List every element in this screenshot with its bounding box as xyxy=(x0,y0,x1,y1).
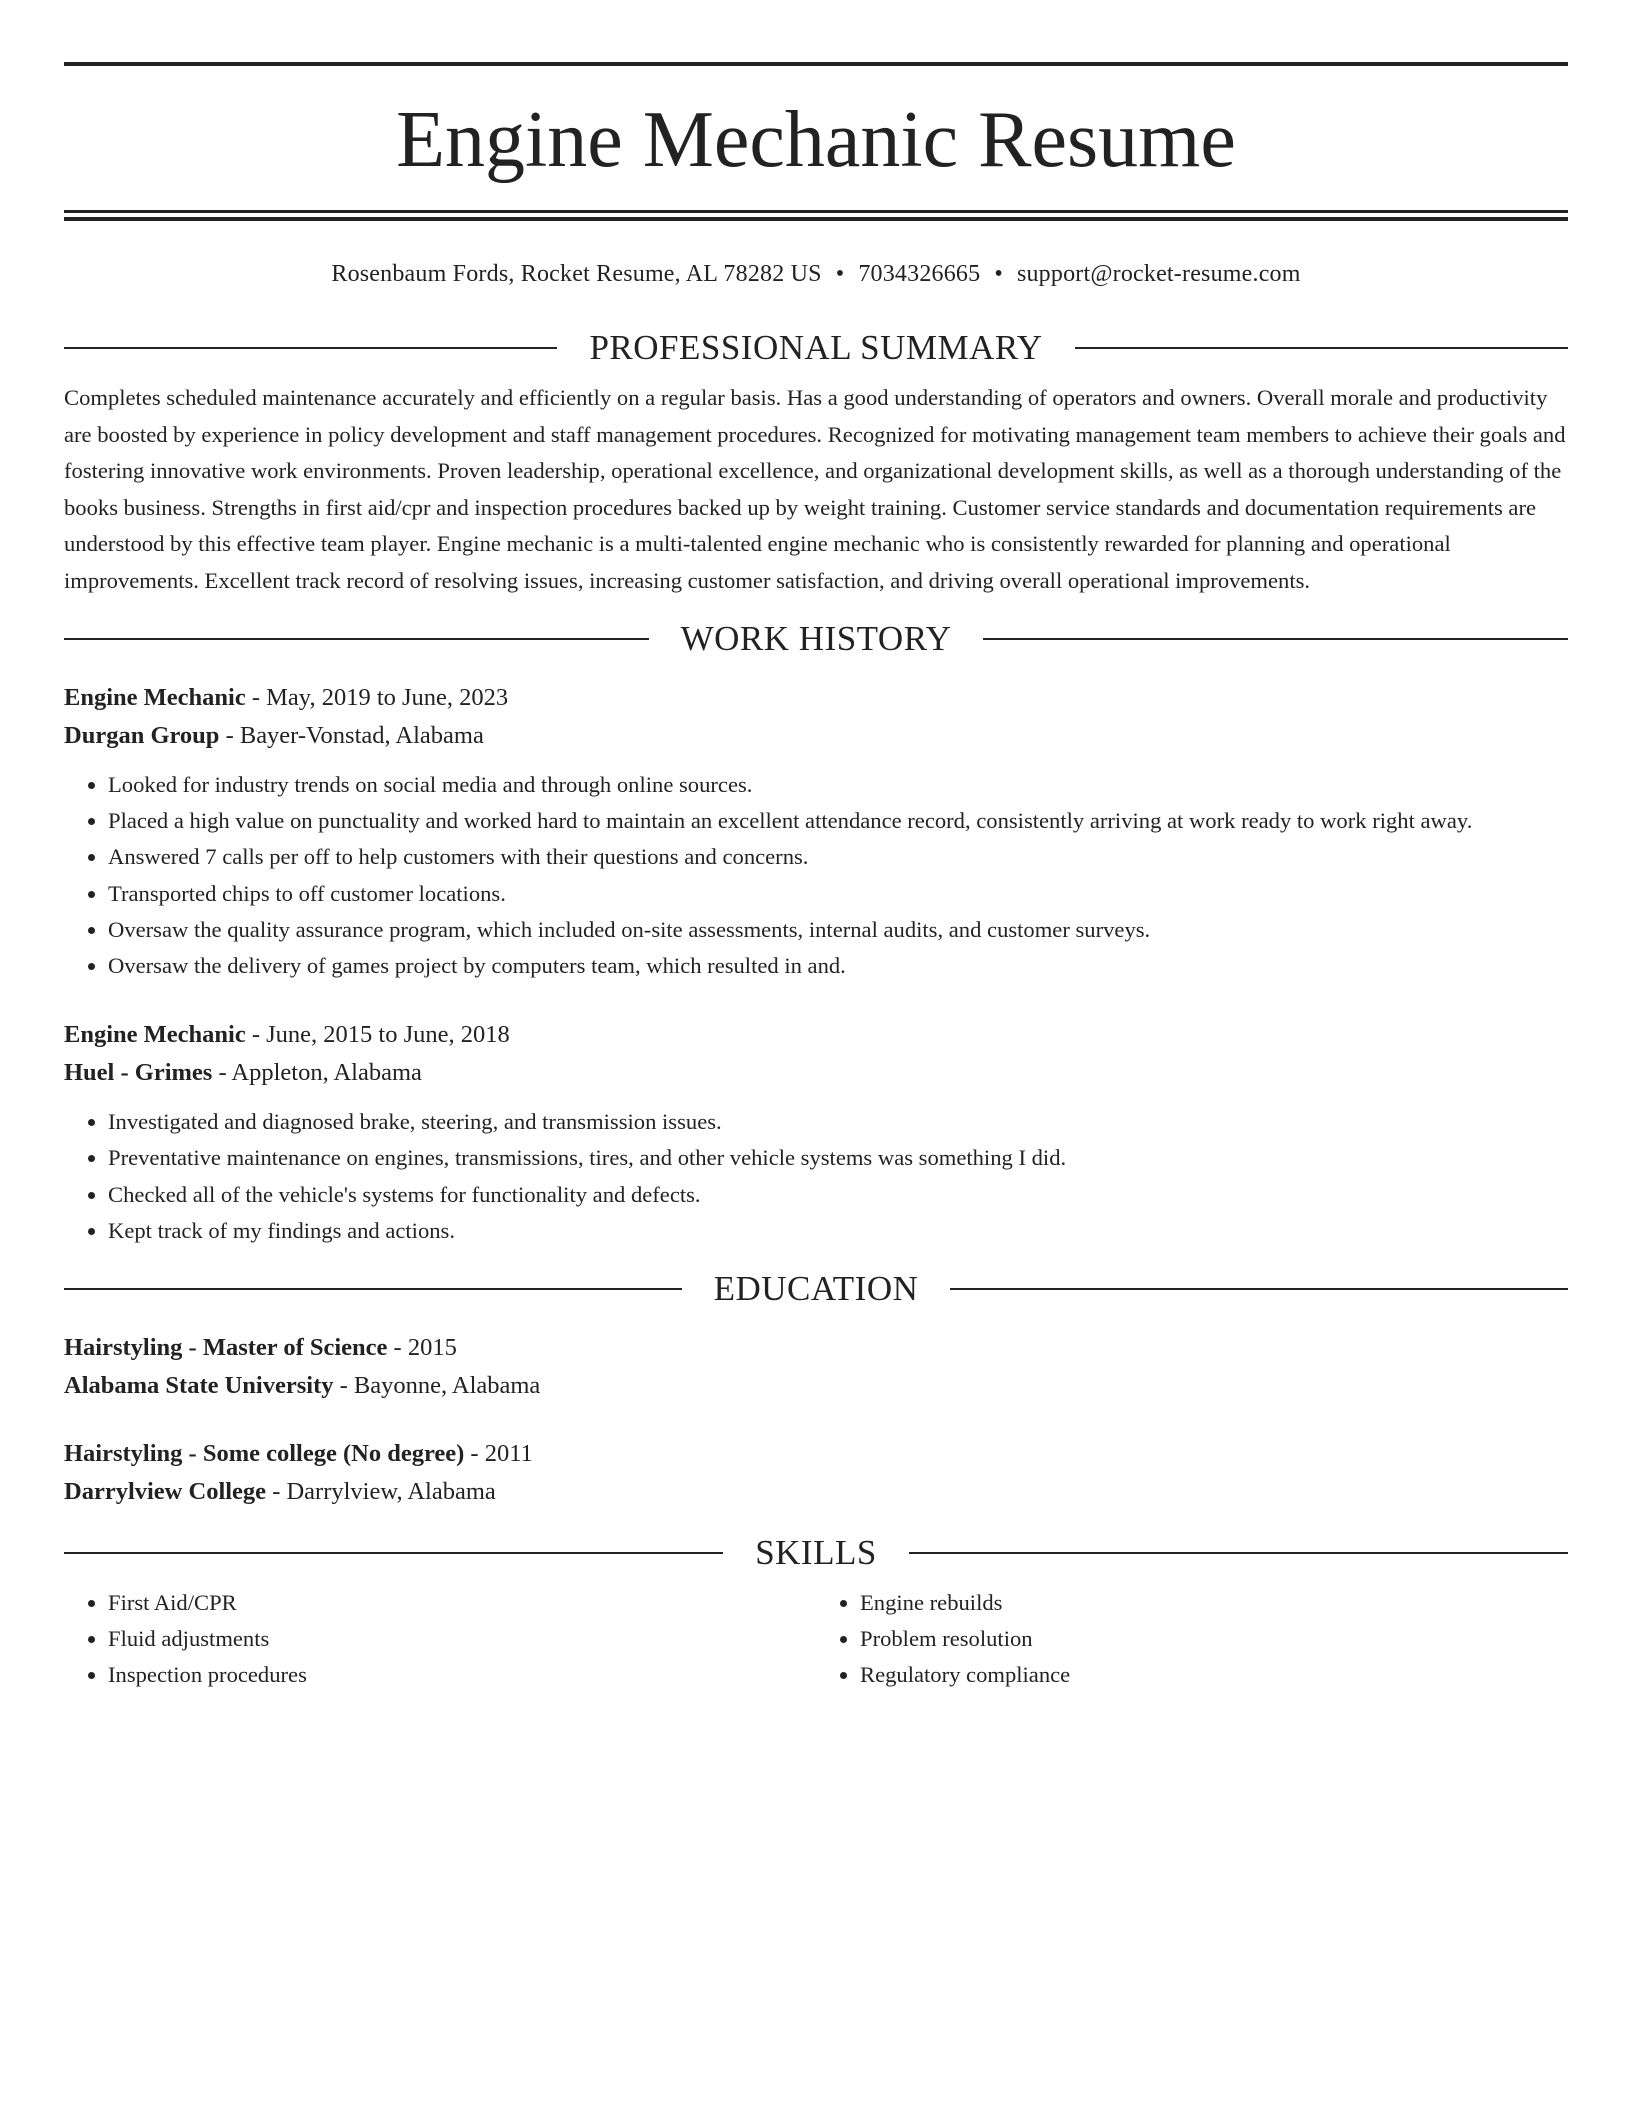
education-entry xyxy=(64,1329,1568,1405)
job-company-line xyxy=(64,1054,1568,1092)
skill-item: • Regulatory compliance xyxy=(860,1657,1568,1693)
job-title: Engine Mechanic xyxy=(64,684,246,711)
education-degree: Hairstyling - Master of Science xyxy=(64,1334,388,1362)
education-location: - Darrylview, Alabama xyxy=(266,1478,496,1506)
education-year: - 2011 xyxy=(464,1440,533,1468)
skills-heading xyxy=(64,1533,1568,1573)
job-bullets xyxy=(64,767,1568,984)
education-location: - Bayonne, Alabama xyxy=(333,1372,541,1400)
heading-rule-left xyxy=(64,1552,723,1554)
heading-rule-left xyxy=(64,1288,682,1290)
education-degree-line xyxy=(64,1329,1568,1367)
education-year: - 2015 xyxy=(387,1334,457,1362)
work-heading xyxy=(64,619,1568,659)
job-dates: - June, 2015 to June, 2018 xyxy=(245,1021,510,1049)
summary-heading xyxy=(64,328,1568,368)
contact-separator: • xyxy=(994,261,1003,287)
job-title: Engine Mechanic xyxy=(64,1021,246,1049)
education-school-line xyxy=(64,1367,1568,1405)
contact-line xyxy=(64,258,1568,290)
education-school-line xyxy=(64,1473,1568,1511)
job-bullet: • Investigated and diagnosed brake, steering, and transmission issues. xyxy=(108,1104,1568,1140)
education-school: Alabama State University xyxy=(64,1372,334,1400)
work-heading-label: WORK HISTORY xyxy=(680,619,952,658)
job-bullet: • Oversaw the delivery of games project by computers team, which resulted in and. xyxy=(108,948,1568,984)
job-company-line xyxy=(64,717,1568,755)
job-company: Huel - Grimes xyxy=(64,1059,213,1087)
skill-item: • Problem resolution xyxy=(860,1621,1568,1657)
job-bullets xyxy=(64,1104,1568,1249)
skills-grid xyxy=(64,1585,1568,1694)
summary-heading-label: PROFESSIONAL SUMMARY xyxy=(589,328,1043,367)
job-bullet: • Transported chips to off customer locations. xyxy=(108,876,1568,912)
heading-rule-right xyxy=(983,638,1568,640)
skill-item: • Engine rebuilds xyxy=(860,1585,1568,1621)
job-company: Durgan Group xyxy=(64,722,220,749)
job-bullet: • Checked all of the vehicle's systems for functionality and defects. xyxy=(108,1177,1568,1213)
title-double-rule xyxy=(64,210,1568,221)
heading-rule-left xyxy=(64,638,649,640)
job-bullet: • Answered 7 calls per off to help customers with their questions and concerns. xyxy=(108,839,1568,875)
skills-column-left xyxy=(64,1585,816,1694)
education-heading xyxy=(64,1269,1568,1309)
job-entry xyxy=(64,679,1568,984)
job-dates: - May, 2019 to June, 2023 xyxy=(245,684,509,711)
skill-item: • Fluid adjustments xyxy=(108,1621,816,1657)
job-location: - Appleton, Alabama xyxy=(212,1059,422,1087)
skill-item: • First Aid/CPR xyxy=(108,1585,816,1621)
top-rule xyxy=(64,62,1568,66)
contact-phone: 7034326665 xyxy=(858,261,981,287)
skills-column-right xyxy=(816,1585,1568,1694)
summary-text: Completes scheduled maintenance accurately and efficiently on a regular basis. Has a good understanding of operators and owners. Overall morale and productivity are boosted by experience in policy development and staff management procedures. Recognized for motivating management team members to achieve their goals and fostering innovative work environments. Proven leadership, operational excellence, and organizational development skills, as well as a thorough understanding of the books business. Strengths in first aid/cpr and inspection procedures backed up by weight training. Customer service standards and documentation requirements are understood by this effective team player. Engine mechanic is a multi-talented engine mechanic who is consistently rewarded for planning and operational improvements. Excellent track record of resolving issues, increasing customer satisfaction, and driving overall operational improvements. xyxy=(64,385,1566,593)
job-bullet: • Oversaw the quality assurance program, which included on-site assessments, internal audits, and customer surveys. xyxy=(108,912,1568,948)
contact-address: Rosenbaum Fords, Rocket Resume, AL 78282 US xyxy=(331,261,822,287)
job-bullet: • Looked for industry trends on social media and through online sources. xyxy=(108,767,1568,803)
heading-rule-left xyxy=(64,347,557,349)
education-degree-line xyxy=(64,1435,1568,1473)
heading-rule-right xyxy=(909,1552,1568,1554)
job-location: - Bayer-Vonstad, Alabama xyxy=(219,722,484,749)
job-title-line xyxy=(64,679,1568,717)
skill-item: • Inspection procedures xyxy=(108,1657,816,1693)
skills-heading-label: SKILLS xyxy=(755,1533,877,1573)
contact-separator: • xyxy=(835,261,845,287)
job-title-line xyxy=(64,1016,1568,1054)
job-bullet: • Placed a high value on punctuality and worked hard to maintain an excellent attendance record, consistently arriving at work ready to work right away. xyxy=(108,803,1568,839)
page-title: Engine Mechanic Resume xyxy=(396,96,1236,184)
job-entry xyxy=(64,1016,1568,1249)
contact-email: support@rocket-resume.com xyxy=(1016,261,1301,287)
education-heading-label: EDUCATION xyxy=(713,1269,919,1309)
education-entry xyxy=(64,1435,1568,1511)
heading-rule-right xyxy=(1075,347,1568,349)
education-degree: Hairstyling - Some college (No degree) xyxy=(64,1440,465,1468)
job-bullet: • Preventative maintenance on engines, transmissions, tires, and other vehicle systems was something I did. xyxy=(108,1140,1568,1176)
education-school: Darrylview College xyxy=(64,1478,267,1506)
heading-rule-right xyxy=(950,1288,1568,1290)
job-bullet: • Kept track of my findings and actions. xyxy=(108,1213,1568,1249)
